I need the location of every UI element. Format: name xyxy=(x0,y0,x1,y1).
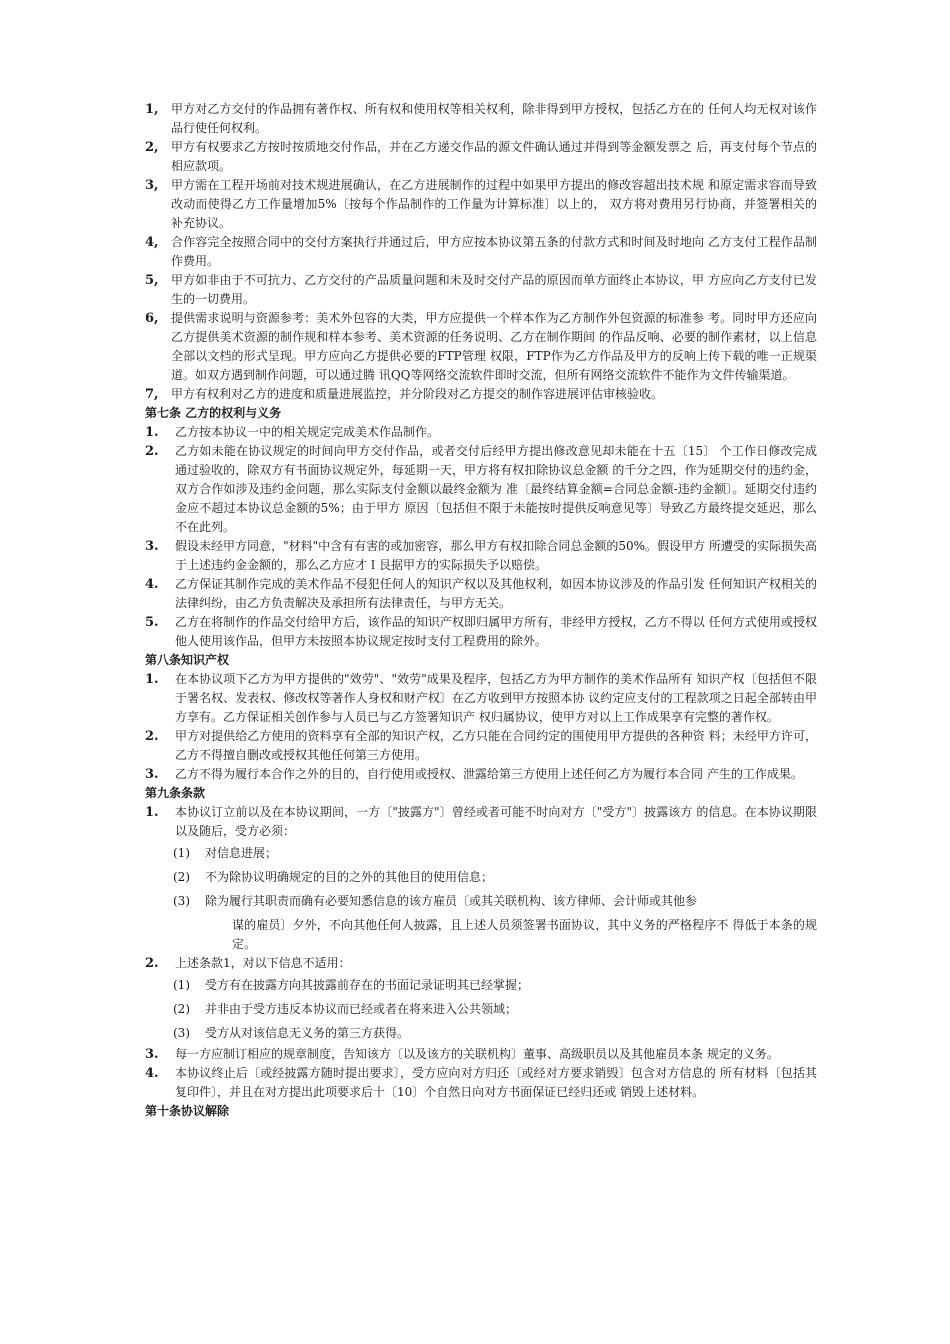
sub-item-text: 并非由于受方违反本协议而已经或者在将来进入公共领域； xyxy=(205,1002,518,1016)
item-number: 5, xyxy=(145,273,159,288)
item-text: 合作容完全按照合同中的交付方案执行并通过后，甲方应按本协议第五条的付款方式和时间及时地向 乙方支付工程作品制作费用。 xyxy=(171,235,817,268)
sub-item-number: (2) xyxy=(173,870,190,884)
list-item xyxy=(145,233,817,271)
sub-item xyxy=(145,841,817,865)
item-number: 3. xyxy=(145,767,159,782)
item-text: 甲方有权要求乙方按时按质地交付作品，并在乙方递交作品的源文件确认通过并得到等金额发票之 后，再支付每个节点的相应款项。 xyxy=(171,140,817,173)
item-text: 乙方如未能在协议规定的时间向甲方交付作品，或者交付后经甲方提出修改意见却未能在十五〔15〕 个工作日修改完成通过验收的，除双方有书面协议规定外，每延期一天，甲方将有权扣除协议总金额 的千分之四，作为延期交付的违约金，双方合作如涉及违约金问题，那么实际支付金额以最终金额为 准〔最终结算金额=合同总金额-违约金额〕。延期交付违约金应不超过本协议总金额的5%；由于甲方 原因〔包括但不限于未能按时提供反响意见等〕导致乙方最终提交延迟，那么不在此列。 xyxy=(175,444,817,534)
item-number: 4, xyxy=(145,235,159,250)
list-item xyxy=(145,670,817,727)
item-number: 4. xyxy=(145,577,159,592)
item-text: 本协议订立前以及在本协议期间，一方〔"披露方"〕曾经或者可能不时向对方〔"受方"〕披露该方 的信息。在本协议期限以及随后，受方必须： xyxy=(175,805,817,838)
list-item xyxy=(145,271,817,309)
item-number: 3. xyxy=(145,1047,159,1062)
section-7-heading: 第七条 乙方的权利与义务 xyxy=(145,406,282,420)
list-item xyxy=(145,442,817,537)
sub-item-number: (3) xyxy=(173,1026,190,1040)
item-text: 假设未经甲方同意，"材料"中含有有害的或加密容，那么甲方有权扣除合同总金额的50%。假设甲方 所遭受的实际损失高于上述违约金金额的，那么乙方应才Ｉ艮据甲方的实际损失予以赔偿。 xyxy=(175,539,817,572)
section-9-heading: 第九条条款 xyxy=(145,786,206,800)
sub-item-text: 受方有在披露方向其披露前存在的书面记录证明其已经掌握； xyxy=(205,978,530,992)
item-text: 每一方应制订相应的规章制度，告知该方〔以及该方的关联机构〕董事、高级职员以及其他雇员本条 规定的义务。 xyxy=(175,1047,779,1061)
section-9-list xyxy=(145,803,817,1102)
item-text: 提供需求说明与资源参考：美术外包容的大类，甲方应提供一个样本作为乙方制作外包资源的标准参 考。同时甲方还应向乙方提供美术资源的制作规和样本参考、美术资源的任务说明、乙方在制作期间 的作品反响、必要的制作素材，以上信息全部以文档的形式呈现。甲方应向乙方提供必要的FTP管理 权限，FTP作为乙方作品及甲方的反响上传下载的唯一正规渠道。如双方遇到制作问题，可以通过腾 讯QQ等网络交流软件即时交流，但所有网络交流软件不能作为文件传输渠道。 xyxy=(171,311,817,382)
sub-item-text: 不为除协议明确规定的目的之外的其他目的使用信息； xyxy=(205,870,494,884)
item-text: 乙方保证其制作完成的美术作品不侵犯任何人的知识产权以及其他权利，如因本协议涉及的作品引发 任何知识产权相关的法律纠纷，由乙方负责解决及承担所有法律责任，与甲方无关。 xyxy=(175,577,817,610)
list-item xyxy=(145,613,817,651)
sub-item-text: 对信息进展； xyxy=(205,846,278,860)
item-text: 乙方按本协议一中的相关规定完成美术作品制作。 xyxy=(175,425,440,439)
item-text: 本协议终止后〔或经披露方随时提出要求〕，受方应向对方归还〔或经对方要求销毁〕包含对方信息的 所有材料〔包括其复印件〕，并且在对方提出此项要求后十〔10〕个自然日向对方书面保证已经归还或 销毁上述材料。 xyxy=(175,1066,817,1099)
list-item xyxy=(145,727,817,765)
item-text: 上述条款1，对以下信息不适用： xyxy=(175,956,351,970)
list-item xyxy=(145,385,817,404)
item-number: 2, xyxy=(145,140,159,155)
list-item xyxy=(145,1064,817,1102)
list-item xyxy=(145,803,817,841)
item-number: 6, xyxy=(145,311,159,326)
section-7-list xyxy=(145,423,817,651)
item-number: 5. xyxy=(145,615,159,630)
sub-item-continuation: 谋的雇员〕夕外，不向其他任何人披露，且上述人员须签署书面协议，其中义务的严格程序不 得低于本条的规定。 xyxy=(232,918,817,951)
section-10-heading: 第十条协议解除 xyxy=(145,1104,230,1118)
item-text: 乙方不得为履行本合作之外的目的，自行使用或授权、泄露给第三方使用上述任何乙方为履行本合同 产生的工作成果。 xyxy=(175,767,803,781)
item-text: 甲方需在工程开场前对技术规进展确认，在乙方进展制作的过程中如果甲方提出的修改容超出技术规 和原定需求容而导致改动而使得乙方工作量增加5%〔按每个作品制作的工作量为计算标准〕以上的， 双方将对费用另行协商，并签署相关的补充协议。 xyxy=(171,178,817,230)
item-number: 3. xyxy=(145,539,159,554)
section-8-heading: 第八条知识产权 xyxy=(145,653,230,667)
list-item xyxy=(145,537,817,575)
item-text: 甲方如非由于不可抗力、乙方交付的产品质量问题和未及时交付产品的原因而单方面终止本协议，甲 方应向乙方支付已发生的一切费用。 xyxy=(171,273,817,306)
section-6-list xyxy=(145,100,817,404)
item-number: 2. xyxy=(145,729,159,744)
item-number: 2. xyxy=(145,444,159,459)
list-item xyxy=(145,954,817,973)
list-item xyxy=(145,765,817,784)
list-item xyxy=(145,423,817,442)
list-item xyxy=(145,176,817,233)
item-text: 甲方有权利对乙方的进度和质量进展监控，并分阶段对乙方提交的制作容进展评估审核验收。 xyxy=(171,387,664,401)
sub-item-text: 受方从对该信息无义务的第三方获得。 xyxy=(205,1026,410,1040)
item-number: 1. xyxy=(145,425,159,440)
item-text: 甲方对乙方交付的作品拥有著作权、所有权和使用权等相关权利，除非得到甲方授权，包括乙方在的 任何人均无权对该作品行使任何权利。 xyxy=(171,102,817,135)
list-item xyxy=(145,1045,817,1064)
item-number: 1. xyxy=(145,805,159,820)
item-number: 1, xyxy=(145,102,159,117)
sub-item xyxy=(145,973,817,997)
item-text: 在本协议项下乙方为甲方提供的"效劳"、"效劳"成果及程序，包括乙方为甲方制作的美术作品所有 知识产权〔包括但不限于署名权、发表权、修改权等著作人身权和财产权〕在乙方收到甲方按照本协 议约定应支付的工程款项之日起全部转由甲方享有。乙方保证相关创作参与人员已与乙方签署知识产 权归属协议，使甲方对以上工作成果享有完整的著作权。 xyxy=(175,672,817,724)
sub-item-number: (1) xyxy=(173,846,190,860)
item-number: 3, xyxy=(145,178,159,193)
section-8-list xyxy=(145,670,817,784)
list-item xyxy=(145,575,817,613)
sub-item xyxy=(145,865,817,889)
list-item xyxy=(145,309,817,385)
sub-item xyxy=(145,889,817,913)
item-text: 乙方在将制作的作品交付给甲方后，该作品的知识产权即归属甲方所有，非经甲方授权，乙方不得以 任何方式使用或授权他人使用该作品，但甲方未按照本协议规定按时支付工程费用的除外。 xyxy=(175,615,817,648)
item-number: 4. xyxy=(145,1066,159,1081)
item-text: 甲方对提供给乙方使用的资料享有全部的知识产权，乙方只能在合同约定的围使用甲方提供的各种资 料；未经甲方许可，乙方不得擅自删改或授权其他任何第三方使用。 xyxy=(175,729,817,762)
sub-item-text: 除为履行其职责而确有必要知悉信息的该方雇员〔或其关联机构、该方律师、会计师或其他参 xyxy=(205,894,698,908)
item-number: 2. xyxy=(145,956,159,971)
sub-item xyxy=(145,1021,817,1045)
sub-item xyxy=(145,997,817,1021)
item-number: 7, xyxy=(145,387,159,402)
list-item xyxy=(145,138,817,176)
document-body xyxy=(145,100,817,1121)
item-number: 1. xyxy=(145,672,159,687)
sub-item-number: (3) xyxy=(173,894,190,908)
list-item xyxy=(145,100,817,138)
sub-item-number: (2) xyxy=(173,1002,190,1016)
sub-item-number: (1) xyxy=(173,978,190,992)
